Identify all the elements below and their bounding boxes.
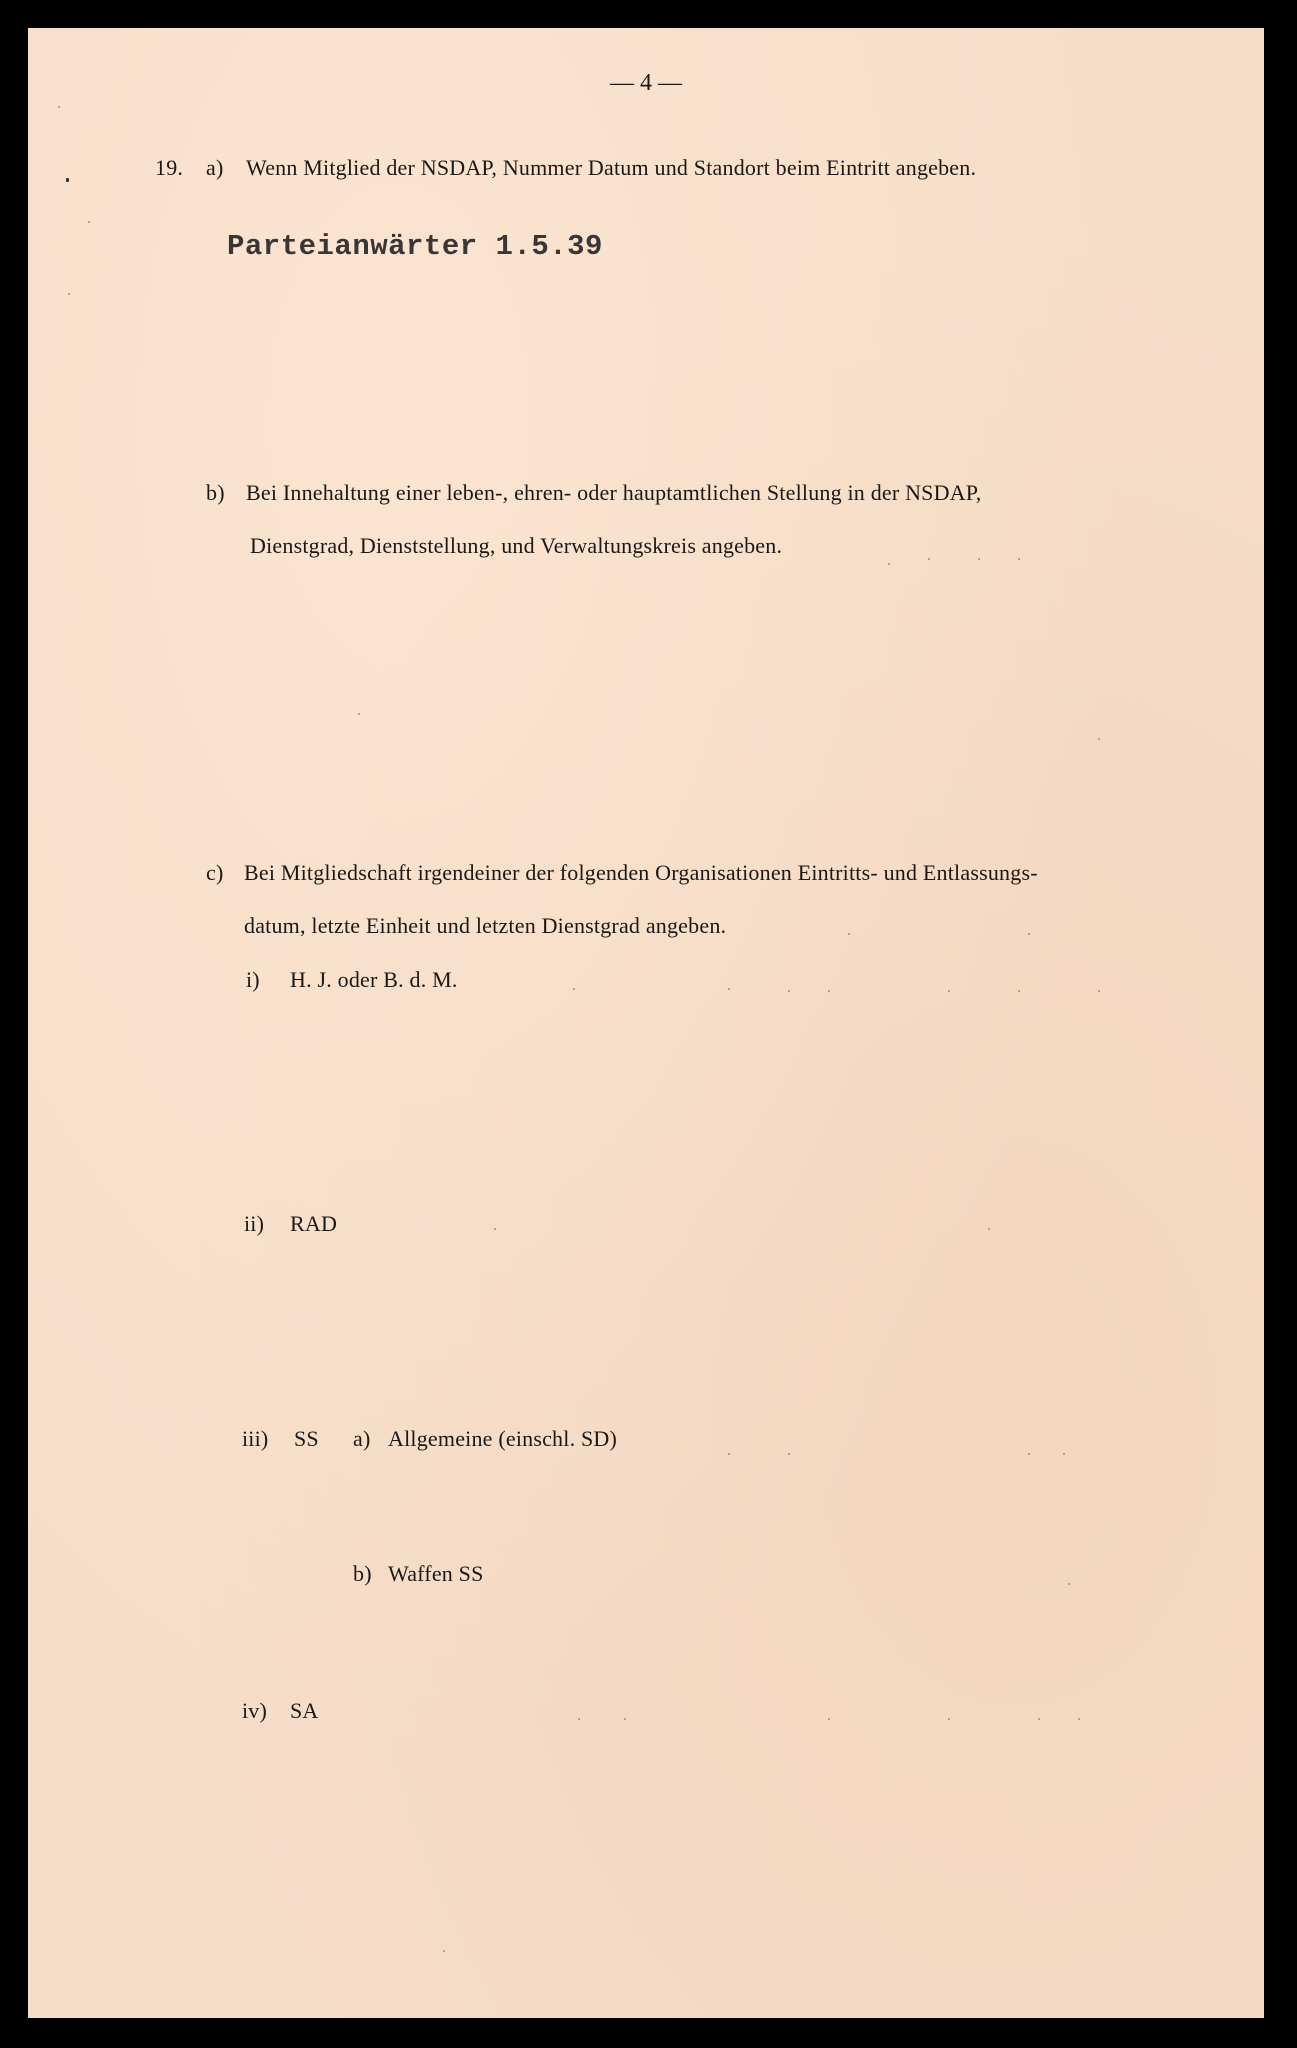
item-i-label: i)	[246, 967, 260, 992]
item-i-text: H. J. oder B. d. M.	[290, 967, 458, 992]
paper-speck	[788, 990, 790, 992]
paper-speck	[988, 1228, 990, 1230]
paper-speck	[1028, 933, 1030, 935]
paper-speck	[788, 1453, 790, 1455]
q19c-text-line1: Bei Mitgliedschaft irgendeiner der folgenden Organisationen Eintritts- und Entlassungs-	[244, 860, 1038, 885]
item-iii-text: SS	[294, 1426, 319, 1451]
paper-speck	[948, 1718, 950, 1720]
paper-speck	[58, 106, 60, 108]
paper-speck	[978, 558, 980, 560]
paper-speck	[848, 933, 850, 935]
q19c-text-line2: datum, letzte Einheit und letzten Dienstgrad angeben.	[244, 913, 727, 938]
q19a-typed-answer: Parteianwärter 1.5.39	[227, 230, 603, 263]
paper-speck	[828, 1718, 830, 1720]
item-iii-sub-b-label: b)	[353, 1561, 372, 1586]
paper-speck	[1018, 558, 1020, 560]
paper-speck	[88, 221, 90, 223]
item-iv-text: SA	[290, 1698, 319, 1723]
item-iii-sub-a-text: Allgemeine (einschl. SD)	[388, 1426, 618, 1451]
question-number: 19.	[155, 155, 184, 180]
paper-speck	[1018, 990, 1020, 992]
paper-speck	[948, 990, 950, 992]
q19a-label: a)	[206, 155, 224, 180]
item-iii-sub-a-label: a)	[353, 1426, 371, 1451]
paper-speck	[1063, 1453, 1065, 1455]
paper-speck	[1028, 1453, 1030, 1455]
paper-speck	[1098, 738, 1100, 740]
paper-speck	[1068, 1583, 1070, 1585]
paper-speck	[624, 1718, 626, 1720]
paper-speck	[728, 988, 730, 990]
page-number: — 4 —	[610, 70, 682, 96]
paper-speck	[494, 1228, 496, 1230]
paper-speck	[573, 988, 575, 990]
paper-speck	[828, 990, 830, 992]
item-iv-label: iv)	[242, 1698, 268, 1723]
paper-speck	[1038, 1718, 1040, 1720]
document-page	[28, 28, 1264, 2018]
paper-speck	[1098, 990, 1100, 992]
item-ii-text: RAD	[290, 1211, 338, 1236]
q19a-text: Wenn Mitglied der NSDAP, Nummer Datum und Standort beim Eintritt angeben.	[246, 155, 977, 180]
q19b-text-line1: Bei Innehaltung einer leben-, ehren- oder hauptamtlichen Stellung in der NSDAP,	[246, 480, 982, 505]
q19c-label: c)	[206, 860, 224, 885]
margin-mark	[66, 178, 69, 182]
paper-speck	[728, 1453, 730, 1455]
paper-speck	[443, 1950, 445, 1952]
q19b-label: b)	[206, 480, 225, 505]
item-iii-sub-b-text: Waffen SS	[388, 1561, 484, 1586]
paper-speck	[68, 293, 70, 295]
paper-speck	[1078, 1718, 1080, 1720]
paper-speck	[928, 558, 930, 560]
paper-speck	[358, 713, 360, 715]
item-ii-label: ii)	[244, 1211, 265, 1236]
paper-speck	[578, 1718, 580, 1720]
paper-speck	[888, 563, 890, 565]
item-iii-label: iii)	[242, 1426, 269, 1451]
q19b-text-line2: Dienstgrad, Dienststellung, und Verwaltungskreis angeben.	[250, 533, 783, 558]
